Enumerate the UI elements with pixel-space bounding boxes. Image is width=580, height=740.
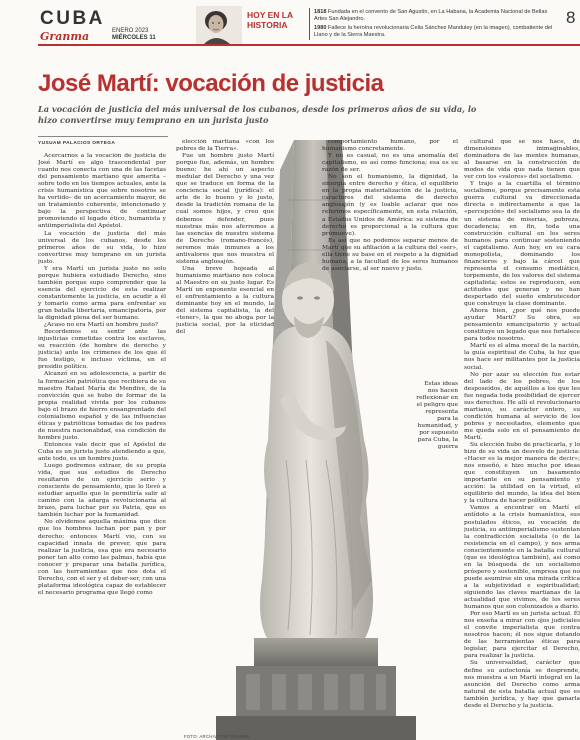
section-name: CUBA [40, 8, 105, 29]
article-column-1 [38, 153, 166, 713]
paragraph: No por azar su elección fue estar del lado de los pobres, de los desposeídos, de aquéllos a los que les fue negada toda posibilidad de ejercer sus derechos. He allí el revolucionario martiano, su carácter entero, su condición humana al servicio de los pobres y necesitados, elemento que me queda solo en el pensamiento de Martí. [464, 371, 580, 441]
paragraph: comportamiento humano, por el humanismo concretamente. [322, 139, 458, 153]
paragraph: ¿Acaso no era Martí un hombre justo? [44, 322, 159, 329]
history-item: 1818 Fundada en el convento de San Agustín, en La Habana, la Academia Nacional de Bellas Artes San Alejandro. [314, 9, 548, 22]
paragraph: La vocación de justicia del más universal de los cubanos, desde los primeros años de su vida, lo hizo convertirse muy temprano en un jurista justo. [38, 230, 166, 265]
history-title: HOY EN LA HISTORIA [247, 10, 294, 30]
paragraph: Una breve hojeada al humanismo martiano nos coloca al Maestro en su justo lugar. Es Martí un exponente esencial en el enfrentamiento a la cultura dominante hoy en el mundo, la del sistema capitalista, la del «tener», la que no aboga por la justicia social, por la eticidad del [176, 265, 274, 336]
paragraph: Su elección hubo de practicarla, y lo hizo de su vida un desvelo de justicia: «Hacer es la mejor manera de decir»; nos enseñó, e hizo mucho por ideas que constituyen un basamento importante en su pensamiento y acción: la utilidad en la virtud, el equilibrio del mundo, la idea del bien y la cultura de hacer política. [464, 442, 580, 505]
paragraph: Y no es casual, no es una anomalía del capitalismo, es así como funciona; esa es su razón de ser. [322, 153, 458, 174]
paragraph: Es así que no podemos separar menos de Martí que su afiliación a la cultura del «ser», ella tiene su base en el respeto a la dignidad humana, a la facultad de los seres humanos de asociarse, al ser nuevo y justo. [322, 237, 458, 272]
history-item: 1980 Fallece la heroína revolucionaria Celia Sánchez Manduley (en la imagen), combatiente del Llano y de la Sierra Maestra. [314, 25, 553, 38]
paragraph: No son el humanismo, la dignidad, la sinergia entre derecho y ética, el equilibrio en la propia materialización de la justicia, caracteres del sistema de derecho anglosajón (y es loable aclarar que nos referimos específicamente, en esta relación, a Estados Unidos de América: su sistema de derecho es proporcional a la cultura que promueve). [322, 174, 458, 237]
paragraph: elección martiana «con los pobres de la Tierra». [176, 139, 274, 153]
paragraph: Fue un hombre justo Martí porque fue, además, un hombre bueno; he ahí un aspecto medular del Derecho y una vez que se traduce en forma de la conciencia social (jurídica): el arte de lo bueno y lo justo, desde la tradición romana de la cual somos hijos, y creo que debemos defender, pues nuestras más nos aferremos a las esencias de nuestro sistema de Derecho (romano-francés), seremos más inmunes a los antivalores que nos muestra el sistema anglosajón. [176, 153, 274, 265]
article-column-3 [322, 139, 458, 381]
paragraph: Entonces vale decir que el Apóstol de Cuba es un jurista justo atendiendo a que, ante todo, es un hombre justo. [38, 441, 166, 463]
paragraph: Recordemos su sentir ante las injusticias cometidas contra los esclavos, su reacción (de hombre de derecho y justicia) ante los crímenes de los que él fue testigo, e incluso víctima, en el presidio político. [38, 329, 166, 371]
paragraph: Vamos a encontrar en Martí el antídoto a la crisis humanística, sus postulados éticos, su vocación de justicia, su antiimperialismo sustentan la contradicción socialista (o de la resistencia en el campo), y nos arma conscientemente en la batalla cultural (que es ideológica también), así como en la búsqueda de un socialismo próspero y sostenible, empresa que no puede asumirse sin una mirada crítica a la subjetividad e espiritualidad; siguiendo las claves martianas de la actualidad que vivimos, de los seres humanos que son colonizados a diario. [464, 505, 580, 611]
brand-logo: Granma [40, 30, 90, 43]
history-items [314, 9, 554, 41]
paragraph: cultural que se nos hace, de dimensiones inimaginables, dominadora de las mentes humanas, al basarse en la construcción de modos de vida que nada tienen que ver con los «valores» del socialismo. [464, 139, 580, 181]
paragraph: Martí es el alma moral de la nación, la guía espiritual de Cuba, la luz que nos hace ser militantes por la justicia social. [464, 343, 580, 371]
paragraph: Alcanzó en su adolescencia, a partir de la formación patriótica que recibiera de su maestro Rafael María de Mendive, de la convicción que se hubo de formar de la propia realidad vivida por los cubanos bajo el brazo de hierro ensangrentado del colonialismo español y de las influencias éticas y patrióticas tomadas de los padres de nuestra nacionalidad, esa condición de hombre justo. [38, 371, 166, 441]
article-column-3-wrap [414, 381, 458, 481]
paragraph: Estas ideas nos hacen reflexionar en el peligro que representa para la humanidad, y por supuesto para Cuba, la guerra [416, 381, 458, 451]
edition-date [112, 28, 156, 42]
weekday-day: MIÉRCOLES 11 [112, 35, 156, 41]
photo-credit: FOTO: ARCHIVO DE GRANMA [184, 734, 251, 739]
paragraph: Su universalidad, carácter que define su autoctonía se desprende, nos muestra a un Martí integral en la asunción del Derecho como arma natural de esta batalla actual que es también jurídica, y hay que ganarla desde el Derecho y la justicia. [464, 660, 580, 709]
paragraph: Luego podremos extraer, de su propia vida, que sus estudios de Derecho resultaron de un ejercicio serio y consciente de pensamiento, que lo llevó a estudiar aquello que le permitiría salir al camino con la adarga revolucionaria al brazo, para luchar por su Patria, que es también luchar por la humanidad. [38, 463, 166, 519]
paragraph: No olvidemos aquella máxima que dice que los hombres luchan por pan y por derecho; entonces Martí vio, con su capacidad innata de prever, que para realizar la justicia, esa que era necesario poner tan alto como las palmas, había que conocer y preparar una batalla jurídica, con las herramientas que nos dota el Derecho, con el ser y el deber-ser, con una plataforma ideológica capaz de establecer el necesario programa que llegó como [38, 519, 166, 596]
paragraph: Ahora bien, ¿por qué nos puede ayudar Martí? Su obra, su pensamiento emancipatorio y actual constituye un legado que nos fortalece para todos nosotros. [464, 308, 580, 343]
article-headline: José Martí: vocación de justicia [38, 70, 384, 97]
article-column-4 [464, 139, 580, 740]
history-divider [309, 8, 310, 40]
paragraph: Acercarnos a la vocación de justicia de José Martí es algo trascendental por cuanto nos conecta con una de las facetas del pensamiento martiano que amerita –sobre todo en los tiempos actuales, ante la crisis humanística que sobre nosotros se ha vertido– de un acercamiento mayor, de un tratamiento coherente, intencionado y bajo la perspectiva de continuar promoviendo el legado ético, humanista y antiimperialista del Apóstol. [38, 153, 166, 230]
header-rule [38, 44, 580, 46]
page-header [0, 0, 580, 46]
article-byline: YUSUAM PALACIOS ORTEGA [38, 136, 168, 146]
page-number: 8 [566, 8, 576, 27]
portrait-image [196, 6, 242, 44]
paragraph: Por eso Martí es un jurista actual. Él nos enseña a mirar con ojos judiciales el convite imperialista que contra nosotros hacen; él nos sigue dotando de las herramientas éticas para legislar, para ejercitar el Derecho, para realizar la justicia. [464, 611, 580, 660]
paragraph: Y era Martí un jurista justo no solo porque hubiera estudiado Derecho, sino también porque supo comprender que la esencia del ejercicio de esta realizar constantemente la justicia, en acudir a él y tomarlo como arma para enfrentar su gran batalla libertaria, emancipatoria, por la dignidad plena del ser humano. [38, 265, 166, 322]
paragraph: Y trajo a la cuartilla el término socialismo, porque precisamente esta guerra cultural va direccionada directa e indirectamente a que la «percepción» del socialismo sea la de un sistema de miserias, pobreza, decadencia; en fin, toda una construcción cultural en los seres humanos para continuar sosteniendo el capitalismo. Aun hoy, en su cara monopolista, dominando los financieros y bajo la cárcel que representa el consumo mediático, torpemente, de los valores del sistema capitalista; estos se reproducen, son actitudes que generan y no han despertado del sueño embrutecedor que construye la clase dominante. [464, 181, 580, 308]
article-column-2 [176, 139, 274, 559]
month-year: ENERO 2023 [112, 28, 149, 34]
article-deck: La vocación de justicia del más universal de los cubanos, desde los primeros años de su vida, lo hizo convertirse muy temprano en un jurista justo [38, 104, 477, 125]
